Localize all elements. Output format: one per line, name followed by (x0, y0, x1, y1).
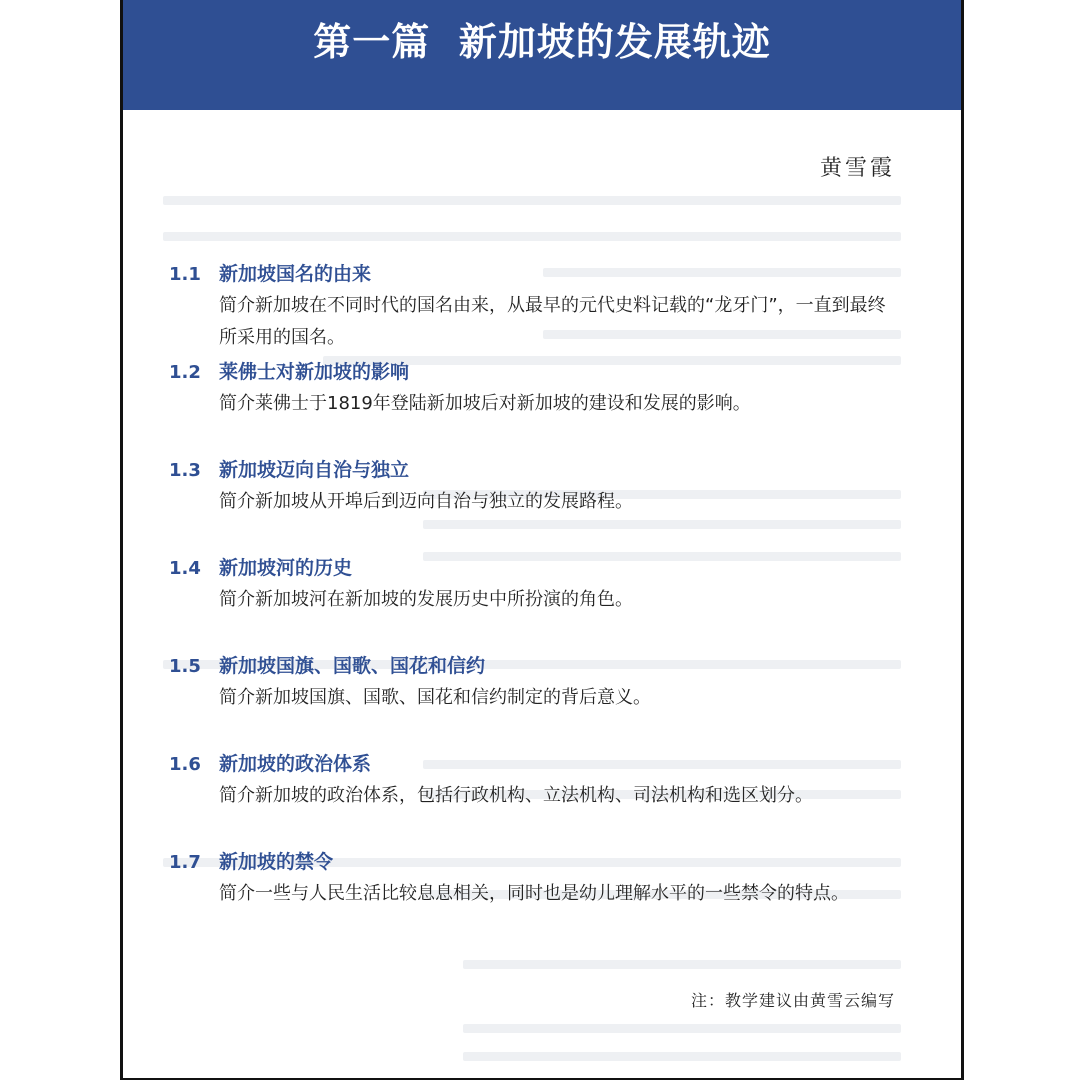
author-name: 黄雪霞 (819, 156, 895, 181)
section-item (169, 552, 909, 650)
section-item (169, 650, 909, 748)
section-title: 新加坡的政治体系 (219, 753, 372, 775)
section-heading (169, 552, 909, 584)
section-description: 简介新加坡在不同时代的国名由来，从最早的元代史料记载的“龙牙门”，一直到最终所采用的国名。 (219, 295, 886, 348)
chapter-title: 第一篇 新加坡的发展轨迹 (313, 20, 771, 64)
section-title: 新加坡迈向自治与独立 (219, 459, 410, 481)
section-heading (169, 454, 909, 486)
section-item (169, 748, 909, 846)
section-number: 1.2 (169, 362, 201, 383)
chapter-banner (123, 0, 961, 110)
section-description: 简介莱佛士于1819年登陆新加坡后对新加坡的建设和发展的影响。 (219, 393, 751, 414)
section-title: 新加坡河的历史 (219, 557, 353, 579)
section-number: 1.4 (169, 558, 201, 579)
section-description: 简介新加坡从开埠后到迈向自治与独立的发展路程。 (219, 491, 633, 512)
section-number: 1.3 (169, 460, 201, 481)
section-heading (169, 650, 909, 682)
section-description: 简介一些与人民生活比较息息相关，同时也是幼儿理解水平的一些禁令的特点。 (219, 883, 849, 904)
section-number: 1.5 (169, 656, 201, 677)
section-description: 简介新加坡河在新加坡的发展历史中所扮演的角色。 (219, 589, 633, 610)
section-item (169, 356, 909, 454)
section-description: 简介新加坡的政治体系，包括行政机构、立法机构、司法机构和选区划分。 (219, 785, 813, 806)
section-title: 新加坡国名的由来 (219, 263, 372, 285)
section-heading (169, 748, 909, 780)
section-item (169, 846, 909, 944)
document-page (120, 0, 964, 1080)
section-title: 莱佛士对新加坡的影响 (219, 361, 410, 383)
section-number: 1.1 (169, 264, 201, 285)
section-heading (169, 846, 909, 878)
section-item (169, 454, 909, 552)
section-number: 1.7 (169, 852, 201, 873)
footnote: 注：教学建议由黄雪云编写 (690, 991, 895, 1010)
section-heading (169, 356, 909, 388)
section-item (169, 258, 909, 356)
section-title: 新加坡的禁令 (219, 851, 334, 873)
section-heading (169, 258, 909, 290)
section-list (169, 258, 909, 944)
section-title: 新加坡国旗、国歌、国花和信约 (219, 655, 486, 677)
section-number: 1.6 (169, 754, 201, 775)
section-description: 简介新加坡国旗、国歌、国花和信约制定的背后意义。 (219, 687, 651, 708)
